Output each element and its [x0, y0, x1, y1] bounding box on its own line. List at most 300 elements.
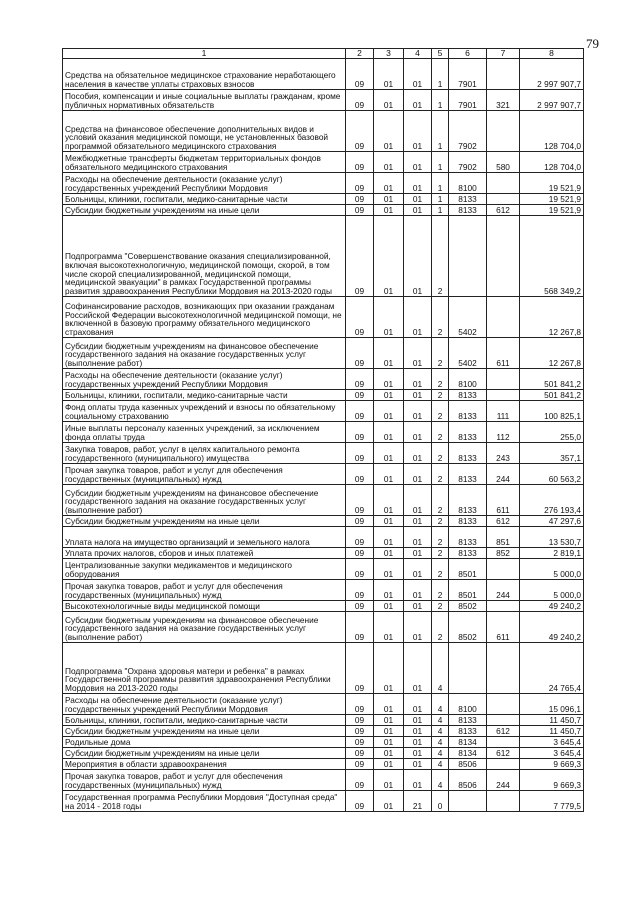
row-name-cell: Субсидии бюджетным учреждениям на иные цели — [63, 204, 346, 215]
row-code-cell — [449, 215, 487, 296]
row-amount-cell: 60 563,2 — [520, 463, 584, 484]
row-code-cell: 611 — [487, 484, 520, 515]
row-code-cell: 2 — [432, 368, 449, 389]
row-code-cell — [487, 215, 520, 296]
row-code-cell: 01 — [404, 389, 432, 400]
header-cell: 7 — [487, 49, 520, 59]
row-code-cell: 1 — [432, 110, 449, 151]
row-code-cell: 2 — [432, 547, 449, 558]
row-code-cell: 4 — [432, 736, 449, 747]
row-code-cell: 01 — [404, 558, 432, 579]
row-code-cell: 09 — [346, 215, 374, 296]
table-row — [63, 725, 584, 736]
table-row — [63, 790, 584, 811]
row-code-cell: 8133 — [449, 463, 487, 484]
row-code-cell: 01 — [404, 296, 432, 337]
row-code-cell: 01 — [404, 368, 432, 389]
row-code-cell: 01 — [374, 526, 404, 547]
row-code-cell: 1 — [432, 193, 449, 204]
row-code-cell: 01 — [404, 215, 432, 296]
row-amount-cell: 47 297,6 — [520, 515, 584, 526]
row-code-cell: 09 — [346, 714, 374, 725]
row-amount-cell: 12 267,8 — [520, 337, 584, 368]
row-code-cell — [487, 642, 520, 693]
row-code-cell: 01 — [404, 89, 432, 110]
row-code-cell: 01 — [404, 725, 432, 736]
table-row — [63, 642, 584, 693]
row-code-cell: 8133 — [449, 389, 487, 400]
row-amount-cell: 5 000,0 — [520, 558, 584, 579]
header-cell: 3 — [374, 49, 404, 59]
row-code-cell: 01 — [374, 58, 404, 89]
row-code-cell: 01 — [374, 463, 404, 484]
row-code-cell — [487, 758, 520, 769]
row-code-cell: 09 — [346, 172, 374, 193]
header-cell: 4 — [404, 49, 432, 59]
row-code-cell: 8133 — [449, 714, 487, 725]
row-code-cell: 243 — [487, 442, 520, 463]
row-amount-cell: 128 704,0 — [520, 110, 584, 151]
row-code-cell — [487, 389, 520, 400]
row-code-cell: 21 — [404, 790, 432, 811]
row-code-cell: 2 — [432, 215, 449, 296]
row-code-cell: 01 — [374, 547, 404, 558]
row-code-cell: 01 — [374, 611, 404, 642]
row-code-cell: 01 — [404, 515, 432, 526]
row-code-cell: 01 — [404, 579, 432, 600]
table-row — [63, 758, 584, 769]
row-code-cell — [487, 736, 520, 747]
row-code-cell: 612 — [487, 747, 520, 758]
row-code-cell: 09 — [346, 769, 374, 790]
row-code-cell: 244 — [487, 463, 520, 484]
row-amount-cell: 19 521,9 — [520, 204, 584, 215]
row-code-cell: 7902 — [449, 110, 487, 151]
page-number: 79 — [586, 36, 599, 51]
header-cell: 6 — [449, 49, 487, 59]
row-code-cell: 01 — [404, 58, 432, 89]
row-code-cell: 01 — [404, 600, 432, 611]
row-code-cell: 611 — [487, 337, 520, 368]
row-code-cell: 09 — [346, 526, 374, 547]
row-code-cell: 01 — [404, 204, 432, 215]
row-code-cell: 01 — [374, 600, 404, 611]
row-name-cell: Расходы на обеспечение деятельности (оказание услуг) государственных учреждений Республики Мордовия — [63, 172, 346, 193]
row-code-cell: 4 — [432, 769, 449, 790]
row-code-cell: 8133 — [449, 515, 487, 526]
row-amount-cell: 357,1 — [520, 442, 584, 463]
row-code-cell: 01 — [374, 725, 404, 736]
row-code-cell: 01 — [404, 714, 432, 725]
row-code-cell: 01 — [404, 421, 432, 442]
table-row — [63, 526, 584, 547]
row-code-cell: 01 — [404, 151, 432, 172]
row-code-cell: 09 — [346, 58, 374, 89]
row-code-cell: 8100 — [449, 693, 487, 714]
row-amount-cell: 19 521,9 — [520, 172, 584, 193]
row-code-cell: 8133 — [449, 193, 487, 204]
row-code-cell: 01 — [404, 693, 432, 714]
row-name-cell: Прочая закупка товаров, работ и услуг для обеспечения государственных (муниципальных) нужд — [63, 579, 346, 600]
table-row — [63, 463, 584, 484]
row-code-cell: 01 — [404, 193, 432, 204]
row-code-cell: 8506 — [449, 758, 487, 769]
row-code-cell: 4 — [432, 714, 449, 725]
row-code-cell: 09 — [346, 725, 374, 736]
row-code-cell: 0 — [432, 790, 449, 811]
row-code-cell: 01 — [374, 714, 404, 725]
row-code-cell: 2 — [432, 389, 449, 400]
row-code-cell: 2 — [432, 442, 449, 463]
row-code-cell — [487, 600, 520, 611]
row-name-cell: Средства на финансовое обеспечение дополнительных видов и условий оказания медицинской помощи, не установленных базовой программой обязательного медицинского страхования — [63, 110, 346, 151]
row-code-cell: 09 — [346, 747, 374, 758]
row-code-cell: 8133 — [449, 484, 487, 515]
row-name-cell: Больницы, клиники, госпитали, медико-санитарные части — [63, 389, 346, 400]
table-row — [63, 547, 584, 558]
row-name-cell: Субсидии бюджетным учреждениям на финансовое обеспечение государственного задания на оказание государственных услуг (выполнение работ) — [63, 337, 346, 368]
table-row — [63, 769, 584, 790]
row-code-cell: 1 — [432, 58, 449, 89]
row-code-cell: 01 — [374, 642, 404, 693]
row-code-cell: 8100 — [449, 172, 487, 193]
row-code-cell: 580 — [487, 151, 520, 172]
row-code-cell: 8133 — [449, 400, 487, 421]
header-cell: 8 — [520, 49, 584, 59]
row-code-cell — [449, 790, 487, 811]
row-amount-cell: 3 645,4 — [520, 747, 584, 758]
row-amount-cell: 2 819,1 — [520, 547, 584, 558]
row-code-cell: 01 — [404, 547, 432, 558]
row-code-cell: 01 — [404, 758, 432, 769]
row-code-cell: 09 — [346, 642, 374, 693]
row-code-cell: 2 — [432, 515, 449, 526]
row-code-cell: 01 — [404, 442, 432, 463]
row-code-cell: 09 — [346, 600, 374, 611]
header-cell: 5 — [432, 49, 449, 59]
row-code-cell: 2 — [432, 337, 449, 368]
row-code-cell: 01 — [374, 558, 404, 579]
row-code-cell: 09 — [346, 547, 374, 558]
row-code-cell: 8134 — [449, 736, 487, 747]
row-code-cell — [449, 642, 487, 693]
row-code-cell: 01 — [374, 515, 404, 526]
row-amount-cell: 15 096,1 — [520, 693, 584, 714]
row-name-cell: Родильные дома — [63, 736, 346, 747]
row-code-cell: 8134 — [449, 747, 487, 758]
row-code-cell: 09 — [346, 400, 374, 421]
row-code-cell: 1 — [432, 89, 449, 110]
row-name-cell: Расходы на обеспечение деятельности (оказание услуг) государственных учреждений Республики Мордовия — [63, 693, 346, 714]
row-code-cell: 2 — [432, 611, 449, 642]
row-name-cell: Межбюджетные трансферты бюджетам территориальных фондов обязательного медицинского страхования — [63, 151, 346, 172]
row-code-cell: 612 — [487, 725, 520, 736]
row-code-cell: 8133 — [449, 442, 487, 463]
row-code-cell: 09 — [346, 442, 374, 463]
row-name-cell: Субсидии бюджетным учреждениям на финансовое обеспечение государственного задания на оказание государственных услуг (выполнение работ) — [63, 484, 346, 515]
row-code-cell: 2 — [432, 526, 449, 547]
table-row — [63, 693, 584, 714]
row-code-cell: 01 — [404, 110, 432, 151]
table-row — [63, 204, 584, 215]
row-amount-cell: 13 530,7 — [520, 526, 584, 547]
row-code-cell: 01 — [404, 736, 432, 747]
row-code-cell: 2 — [432, 463, 449, 484]
row-code-cell: 01 — [374, 442, 404, 463]
row-code-cell: 611 — [487, 611, 520, 642]
row-code-cell: 09 — [346, 204, 374, 215]
row-code-cell: 01 — [404, 484, 432, 515]
row-amount-cell: 255,0 — [520, 421, 584, 442]
table-row — [63, 579, 584, 600]
row-amount-cell: 128 704,0 — [520, 151, 584, 172]
row-code-cell: 244 — [487, 579, 520, 600]
row-code-cell: 09 — [346, 790, 374, 811]
row-amount-cell: 501 841,2 — [520, 389, 584, 400]
row-code-cell: 8100 — [449, 368, 487, 389]
header-row — [63, 49, 584, 59]
row-code-cell: 8501 — [449, 558, 487, 579]
row-amount-cell: 9 669,3 — [520, 769, 584, 790]
row-code-cell: 8501 — [449, 579, 487, 600]
row-code-cell: 09 — [346, 558, 374, 579]
row-name-cell: Расходы на обеспечение деятельности (оказание услуг) государственных учреждений Республики Мордовия — [63, 368, 346, 389]
budget-table — [62, 48, 584, 812]
row-code-cell: 244 — [487, 769, 520, 790]
row-name-cell: Иные выплаты персоналу казенных учреждений, за исключением фонда оплаты труда — [63, 421, 346, 442]
row-code-cell: 09 — [346, 758, 374, 769]
row-code-cell — [487, 693, 520, 714]
table-row — [63, 172, 584, 193]
row-amount-cell: 24 765,4 — [520, 642, 584, 693]
row-code-cell: 8502 — [449, 611, 487, 642]
row-name-cell: Уплата прочих налогов, сборов и иных платежей — [63, 547, 346, 558]
table-row — [63, 193, 584, 204]
row-code-cell: 01 — [374, 790, 404, 811]
row-code-cell — [487, 193, 520, 204]
row-name-cell: Государственная программа Республики Мордовия "Доступная среда" на 2014 - 2018 годы — [63, 790, 346, 811]
row-code-cell: 112 — [487, 421, 520, 442]
row-code-cell: 09 — [346, 110, 374, 151]
row-code-cell: 8133 — [449, 725, 487, 736]
row-amount-cell: 49 240,2 — [520, 600, 584, 611]
row-amount-cell: 11 450,7 — [520, 725, 584, 736]
row-code-cell: 4 — [432, 693, 449, 714]
row-amount-cell: 11 450,7 — [520, 714, 584, 725]
row-code-cell — [487, 368, 520, 389]
row-code-cell: 01 — [374, 484, 404, 515]
row-code-cell: 09 — [346, 693, 374, 714]
header-cell: 2 — [346, 49, 374, 59]
row-code-cell: 8133 — [449, 526, 487, 547]
row-code-cell: 4 — [432, 725, 449, 736]
row-code-cell: 09 — [346, 579, 374, 600]
table-row — [63, 600, 584, 611]
row-code-cell — [487, 790, 520, 811]
row-code-cell: 01 — [404, 400, 432, 421]
row-code-cell: 7902 — [449, 151, 487, 172]
row-code-cell: 7901 — [449, 89, 487, 110]
row-code-cell: 01 — [374, 337, 404, 368]
row-code-cell: 111 — [487, 400, 520, 421]
row-code-cell: 01 — [374, 151, 404, 172]
row-code-cell: 09 — [346, 515, 374, 526]
row-name-cell: Подпрограмма "Совершенствование оказания специализированной, включая высокотехнологичную, медицинской помощи, скорой, в том числе скорой специализированной, медицинской помощи, медицинской эвакуации" в рамках Государственной программы развития здравоохранения Республики Мордовия на 2013-2020 годы — [63, 215, 346, 296]
row-code-cell: 09 — [346, 337, 374, 368]
row-code-cell: 8506 — [449, 769, 487, 790]
row-code-cell: 1 — [432, 151, 449, 172]
row-code-cell: 2 — [432, 484, 449, 515]
row-amount-cell: 2 997 907,7 — [520, 58, 584, 89]
row-code-cell: 2 — [432, 400, 449, 421]
row-code-cell: 2 — [432, 600, 449, 611]
row-code-cell: 01 — [374, 172, 404, 193]
row-code-cell: 01 — [404, 747, 432, 758]
row-amount-cell: 3 645,4 — [520, 736, 584, 747]
row-code-cell — [487, 714, 520, 725]
row-code-cell: 01 — [374, 296, 404, 337]
row-amount-cell: 568 349,2 — [520, 215, 584, 296]
row-code-cell: 09 — [346, 611, 374, 642]
table-row — [63, 484, 584, 515]
row-amount-cell: 501 841,2 — [520, 368, 584, 389]
row-code-cell: 4 — [432, 747, 449, 758]
row-code-cell: 01 — [404, 337, 432, 368]
row-name-cell: Прочая закупка товаров, работ и услуг для обеспечения государственных (муниципальных) нужд — [63, 463, 346, 484]
row-code-cell: 01 — [374, 736, 404, 747]
row-code-cell: 2 — [432, 421, 449, 442]
row-code-cell: 01 — [374, 400, 404, 421]
row-code-cell: 01 — [374, 368, 404, 389]
row-amount-cell: 49 240,2 — [520, 611, 584, 642]
row-code-cell: 09 — [346, 193, 374, 204]
row-name-cell: Уплата налога на имущество организаций и земельного налога — [63, 526, 346, 547]
row-name-cell: Мероприятия в области здравоохранения — [63, 758, 346, 769]
row-amount-cell: 9 669,3 — [520, 758, 584, 769]
row-code-cell — [487, 558, 520, 579]
row-code-cell: 8133 — [449, 547, 487, 558]
row-code-cell: 8133 — [449, 204, 487, 215]
row-code-cell: 8502 — [449, 600, 487, 611]
row-name-cell: Фонд оплаты труда казенных учреждений и взносы по обязательному социальному страхованию — [63, 400, 346, 421]
row-name-cell: Субсидии бюджетным учреждениям на иные цели — [63, 747, 346, 758]
row-code-cell: 01 — [404, 642, 432, 693]
row-code-cell: 5402 — [449, 337, 487, 368]
row-code-cell: 321 — [487, 89, 520, 110]
row-name-cell: Закупка товаров, работ, услуг в целях капитального ремонта государственного (муниципального) имущества — [63, 442, 346, 463]
row-code-cell: 01 — [374, 758, 404, 769]
row-amount-cell: 7 779,5 — [520, 790, 584, 811]
table-row — [63, 368, 584, 389]
table-row — [63, 215, 584, 296]
row-name-cell: Больницы, клиники, госпитали, медико-санитарные части — [63, 714, 346, 725]
row-amount-cell: 12 267,8 — [520, 296, 584, 337]
table-row — [63, 736, 584, 747]
row-code-cell: 09 — [346, 89, 374, 110]
row-code-cell: 01 — [374, 215, 404, 296]
row-code-cell: 01 — [374, 110, 404, 151]
row-code-cell: 09 — [346, 463, 374, 484]
table-row — [63, 747, 584, 758]
row-code-cell: 01 — [404, 526, 432, 547]
table-row — [63, 296, 584, 337]
row-name-cell: Средства на обязательное медицинское страхование неработающего населения в качестве уплаты страховых взносов — [63, 58, 346, 89]
row-code-cell: 8133 — [449, 421, 487, 442]
row-code-cell: 01 — [374, 193, 404, 204]
row-name-cell: Централизованные закупки медикаментов и медицинского оборудования — [63, 558, 346, 579]
row-code-cell: 09 — [346, 736, 374, 747]
table-row — [63, 400, 584, 421]
row-code-cell: 01 — [374, 747, 404, 758]
row-name-cell: Софинансирование расходов, возникающих при оказании гражданам Российской Федерации высокотехнологичной медицинской помощи, не включенной в базовую программу обязательного медицинского страхования — [63, 296, 346, 337]
row-code-cell: 2 — [432, 296, 449, 337]
row-code-cell: 01 — [374, 389, 404, 400]
row-code-cell: 01 — [374, 579, 404, 600]
row-name-cell: Пособия, компенсации и иные социальные выплаты гражданам, кроме публичных нормативных обязательств — [63, 89, 346, 110]
header-cell: 1 — [63, 49, 346, 59]
row-amount-cell: 100 825,1 — [520, 400, 584, 421]
row-amount-cell: 19 521,9 — [520, 193, 584, 204]
table-row — [63, 558, 584, 579]
row-code-cell — [487, 172, 520, 193]
row-code-cell: 01 — [374, 89, 404, 110]
row-code-cell: 09 — [346, 368, 374, 389]
row-name-cell: Высокотехнологичные виды медицинской помощи — [63, 600, 346, 611]
row-code-cell: 01 — [374, 693, 404, 714]
row-code-cell: 4 — [432, 642, 449, 693]
row-code-cell: 851 — [487, 526, 520, 547]
row-code-cell: 4 — [432, 758, 449, 769]
row-name-cell: Субсидии бюджетным учреждениям на иные цели — [63, 725, 346, 736]
row-name-cell: Субсидии бюджетным учреждениям на иные цели — [63, 515, 346, 526]
row-code-cell: 01 — [404, 769, 432, 790]
row-code-cell — [487, 110, 520, 151]
table-row — [63, 714, 584, 725]
row-code-cell: 612 — [487, 515, 520, 526]
row-code-cell: 09 — [346, 484, 374, 515]
row-code-cell — [487, 296, 520, 337]
row-code-cell: 1 — [432, 204, 449, 215]
table-row — [63, 58, 584, 89]
row-amount-cell: 2 997 907,7 — [520, 89, 584, 110]
row-name-cell: Подпрограмма "Охрана здоровья матери и ребенка" в рамках Государственной программы развития здравоохранения Республики Мордовия на 2013-2020 годы — [63, 642, 346, 693]
table-row — [63, 151, 584, 172]
row-amount-cell: 276 193,4 — [520, 484, 584, 515]
row-code-cell: 01 — [404, 611, 432, 642]
row-code-cell: 01 — [374, 421, 404, 442]
row-code-cell: 01 — [374, 204, 404, 215]
row-code-cell: 01 — [404, 172, 432, 193]
table-row — [63, 442, 584, 463]
row-code-cell: 852 — [487, 547, 520, 558]
row-code-cell: 09 — [346, 296, 374, 337]
table-row — [63, 89, 584, 110]
row-code-cell: 7901 — [449, 58, 487, 89]
row-name-cell: Больницы, клиники, госпитали, медико-санитарные части — [63, 193, 346, 204]
row-code-cell: 09 — [346, 151, 374, 172]
row-name-cell: Субсидии бюджетным учреждениям на финансовое обеспечение государственного задания на оказание государственных услуг (выполнение работ) — [63, 611, 346, 642]
table-row — [63, 110, 584, 151]
row-name-cell: Прочая закупка товаров, работ и услуг для обеспечения государственных (муниципальных) нужд — [63, 769, 346, 790]
row-code-cell: 2 — [432, 558, 449, 579]
row-code-cell: 09 — [346, 421, 374, 442]
row-code-cell: 1 — [432, 172, 449, 193]
table-row — [63, 389, 584, 400]
table-body — [63, 58, 584, 811]
table-row — [63, 611, 584, 642]
row-amount-cell: 5 000,0 — [520, 579, 584, 600]
row-code-cell: 5402 — [449, 296, 487, 337]
